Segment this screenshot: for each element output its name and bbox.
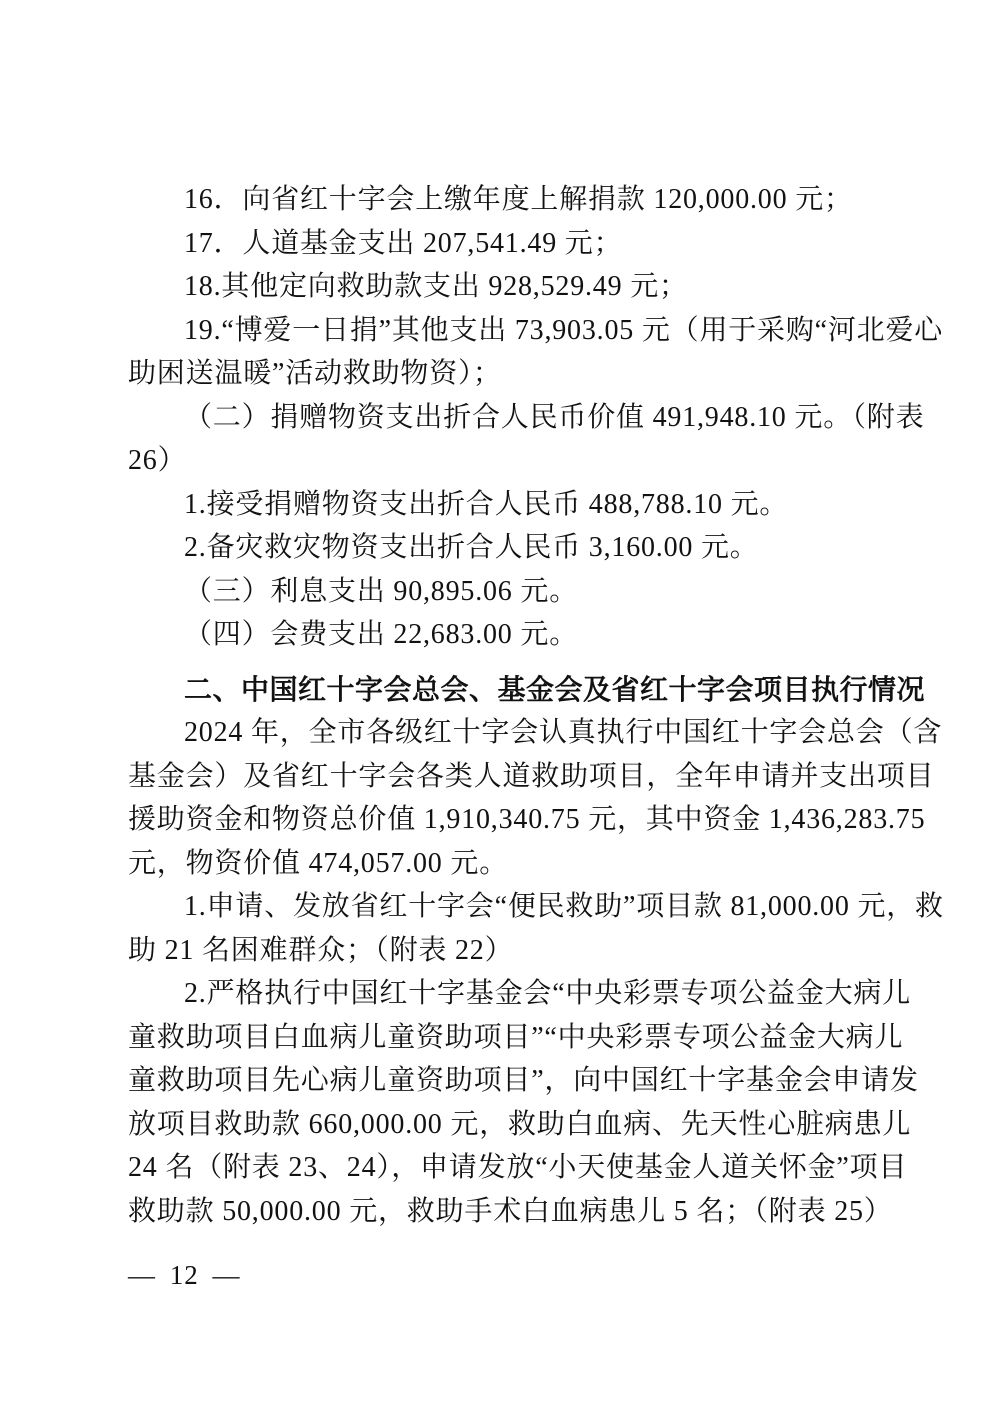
section-2-heading: 二、中国红十字会总会、基金会及省红十字会项目执行情况: [184, 673, 926, 705]
item-19-line-1: 19.“博爱一日捐”其他支出 73,903.05 元（用于采购“河北爱心: [184, 314, 944, 346]
item-18: 18.其他定向救助款支出 928,529.49 元；: [184, 271, 688, 302]
item-19-line-2: 助困送温暖”活动救助物资）；: [128, 358, 502, 389]
project-item-2-line-5: 24 名（附表 23、24），申请发放“小天使基金人道关怀金”项目: [128, 1152, 908, 1183]
section-2-para-line-3: 援助资金和物资总价值 1,910,340.75 元，其中资金 1,436,283.75: [128, 804, 926, 835]
item-16: 16．向省红十字会上缴年度上解捐款 120,000.00 元；: [184, 184, 853, 215]
project-item-1-line-1: 1.申请、发放省红十字会“便民救助”项目款 81,000.00 元，救: [184, 891, 944, 922]
section-2-para-line-1: 2024 年，全市各级红十字会认真执行中国红十字会总会（含: [184, 717, 943, 748]
subsection-3: （三）利息支出 90,895.06 元。: [184, 575, 579, 607]
subsection-2-line-2: 26）: [128, 445, 187, 476]
project-item-2-line-4: 放项目救助款 660,000.00 元，救助白血病、先天性心脏病患儿: [128, 1108, 912, 1140]
subsection-2-sub-item-1: 1.接受捐赠物资支出折合人民币 488,788.10 元。: [184, 488, 789, 520]
subsection-4: （四）会费支出 22,683.00 元。: [184, 619, 579, 650]
project-item-2-line-1: 2.严格执行中国红十字基金会“中央彩票专项公益金大病儿: [184, 978, 912, 1009]
page-footer: [128, 1259, 241, 1291]
page-number: — 12 —: [128, 1260, 241, 1290]
project-item-2-line-6: 救助款 50,000.00 元，救助手术白血病患儿 5 名；（附表 25）: [128, 1195, 893, 1227]
project-item-1-line-2: 助 21 名困难群众；（附表 22）: [128, 934, 514, 966]
project-item-2-line-3: 童救助项目先心病儿童资助项目”，向中国红十字基金会申请发: [128, 1065, 919, 1096]
section-2-para-line-4: 元，物资价值 474,057.00 元。: [128, 847, 509, 879]
project-item-2-line-2: 童救助项目白血病儿童资助项目”“中央彩票专项公益金大病儿: [128, 1021, 904, 1053]
item-17: 17．人道基金支出 207,541.49 元；: [184, 227, 623, 259]
section-2-para-line-2: 基金会）及省红十字会各类人道救助项目，全年申请并支出项目: [128, 760, 935, 792]
document-body: [128, 178, 944, 1233]
subsection-2-sub-item-2: 2.备灾救灾物资支出折合人民币 3,160.00 元。: [184, 532, 759, 563]
subsection-2-line-1: （二）捐赠物资支出折合人民币价值 491,948.10 元。（附表: [184, 401, 925, 433]
